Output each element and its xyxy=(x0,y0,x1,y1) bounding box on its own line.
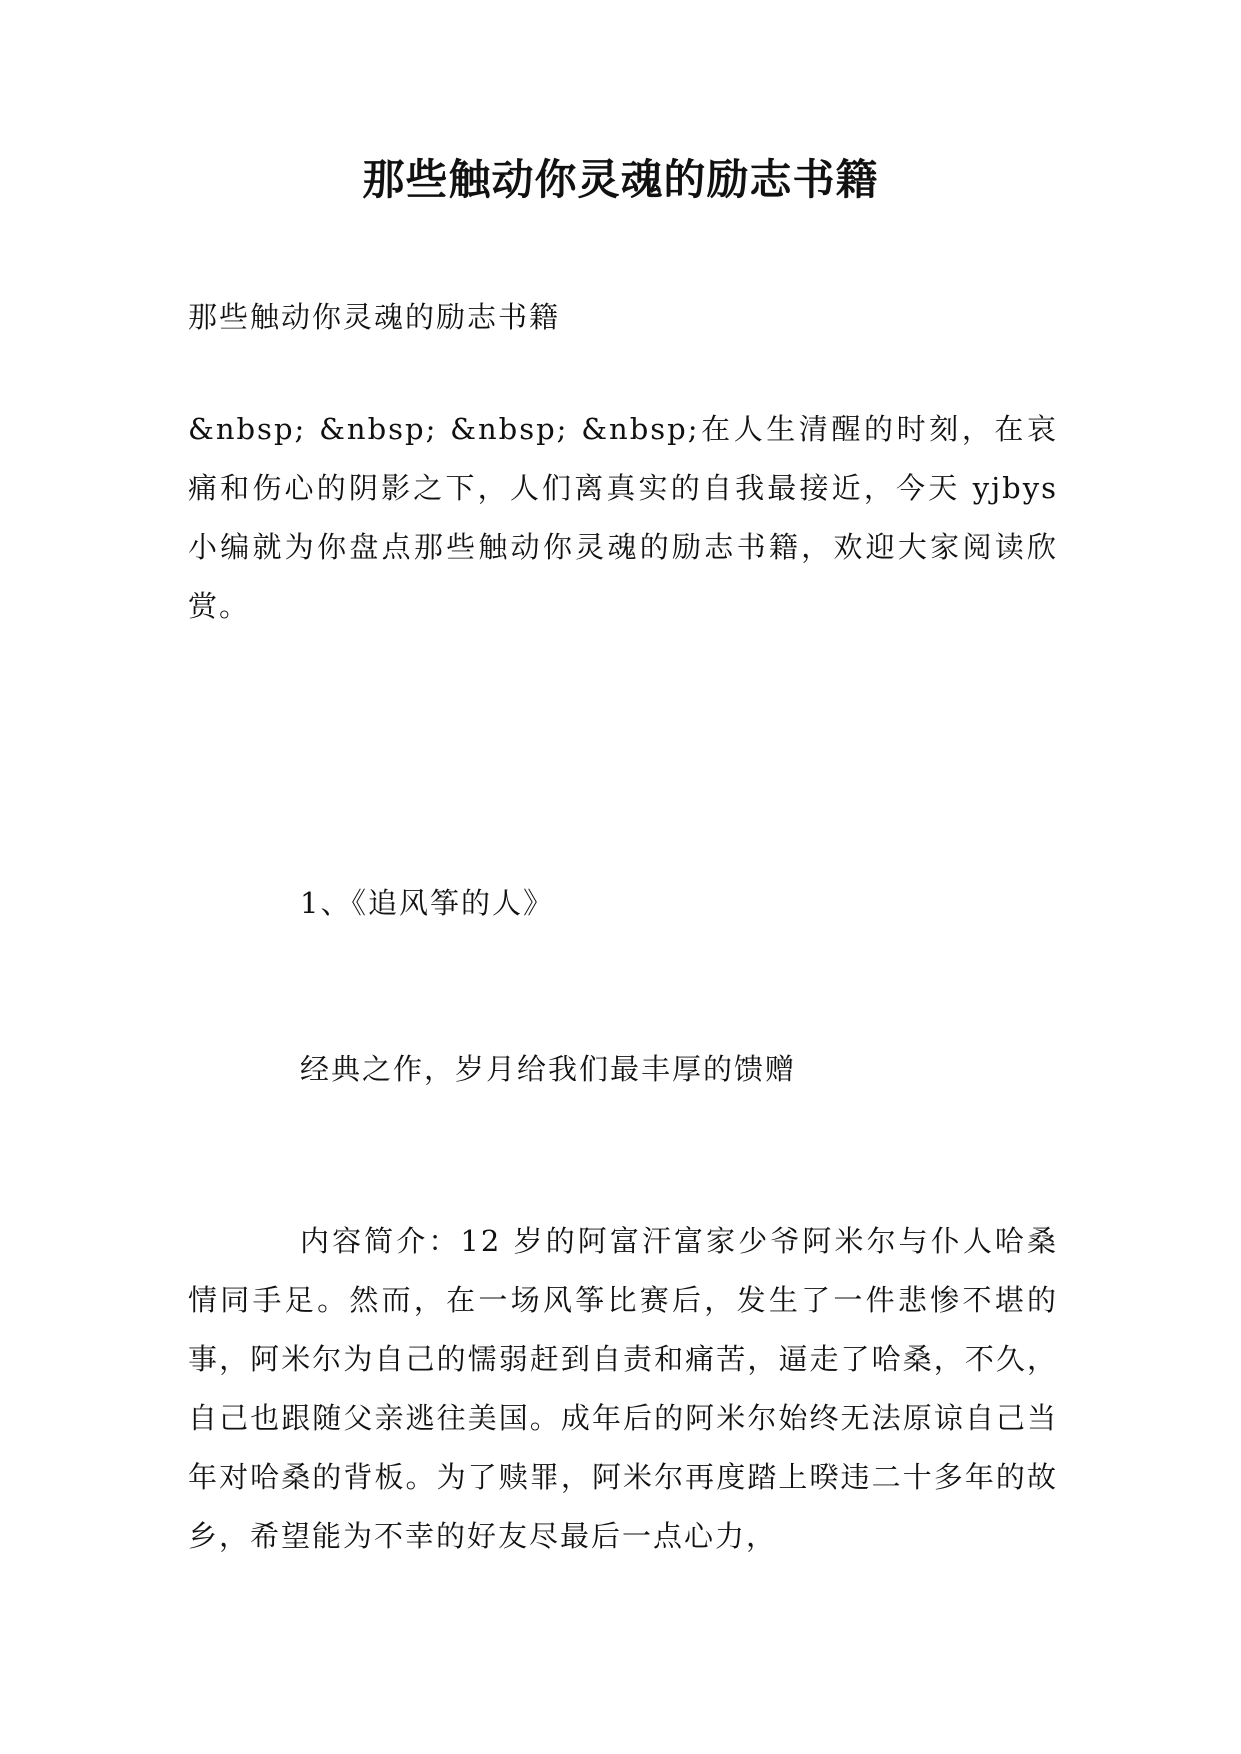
book-tagline: 经典之作，岁月给我们最丰厚的馈赠 xyxy=(300,1052,797,1086)
book-summary-paragraph: 内容简介：12 岁的阿富汗富家少爷阿米尔与仆人哈桑情同手足。然而，在一场风筝比赛后，发生了一件悲惨不堪的事，阿米尔为自己的懦弱赶到自责和痛苦，逼走了哈桑，不久，自己也跟随父亲逃往美国。成年后的阿米尔始终无法原谅自己当年对哈桑的背板。为了赎罪，阿米尔再度踏上暌违二十多年的故乡，希望能为不幸的好友尽最后一点心力， xyxy=(188,1224,1058,1553)
document-subtitle: 那些触动你灵魂的励志书籍 xyxy=(188,300,561,334)
book-heading: 1、《追风筝的人》 xyxy=(300,886,554,920)
intro-paragraph: &nbsp; &nbsp; &nbsp; &nbsp;在人生清醒的时刻，在哀痛和伤心的阴影之下，人们离真实的自我最接近，今天 yjbys 小编就为你盘点那些触动你灵魂的励志书籍，欢迎大家阅读欣赏。 xyxy=(188,412,1058,623)
document-title: 那些触动你灵魂的励志书籍 xyxy=(362,155,879,204)
